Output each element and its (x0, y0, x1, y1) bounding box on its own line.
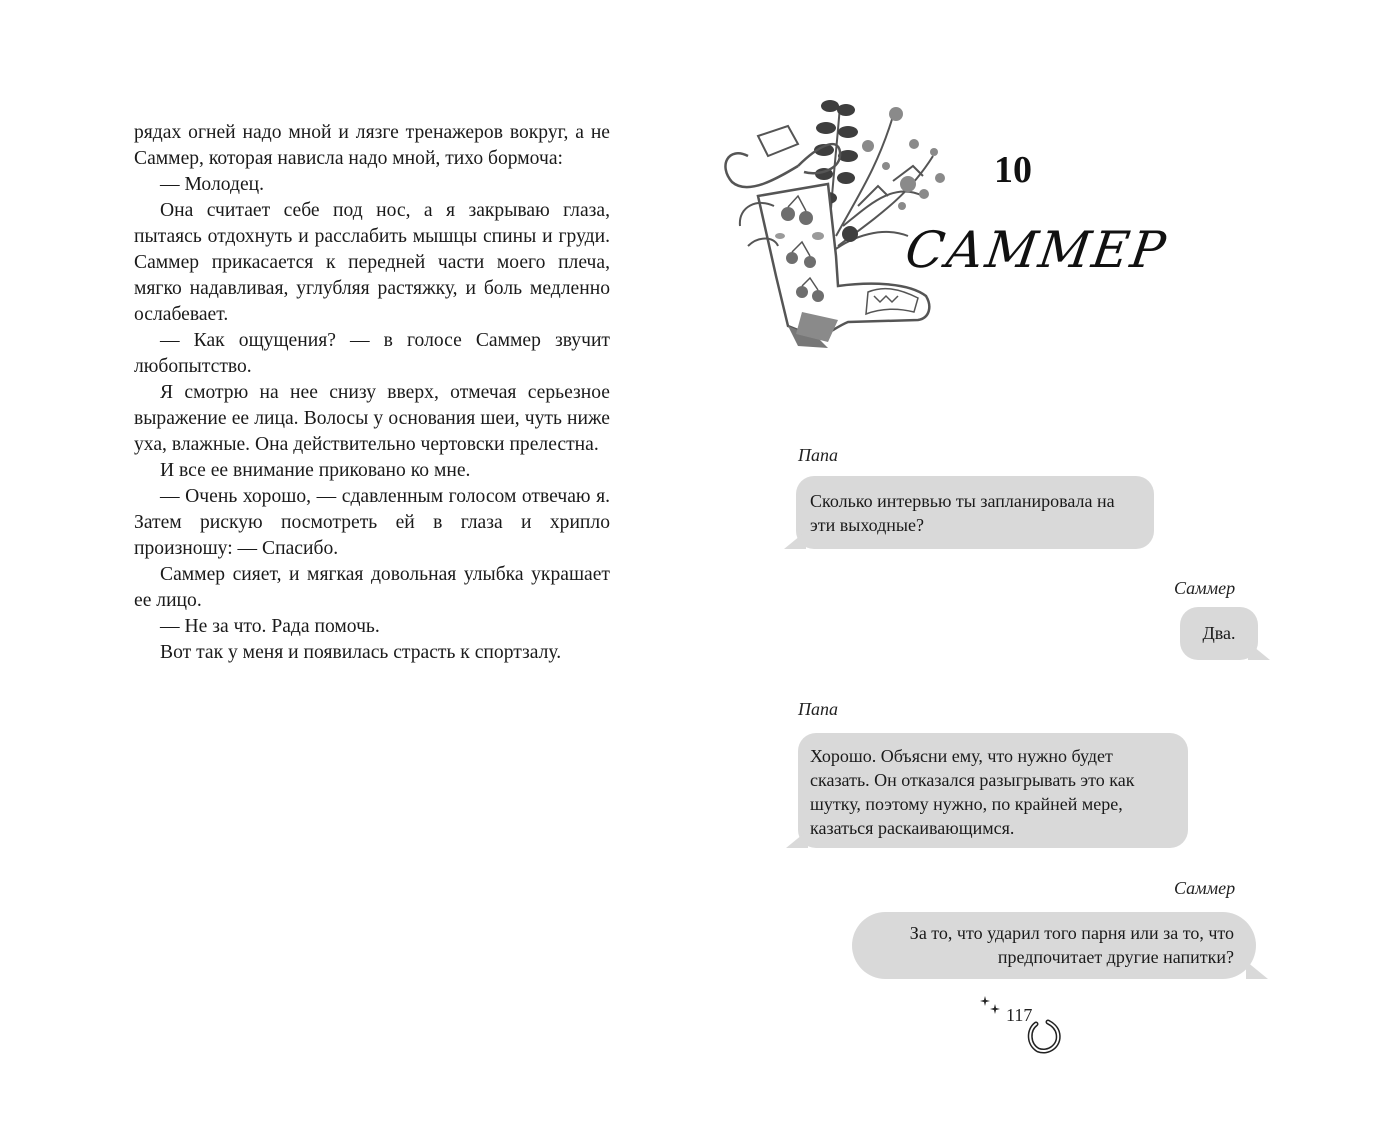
message-bubble: Хорошо. Объясни ему, что нужно будет сказать. Он отказался разыгрывать это как шутку, поэтому нужно, по крайней мере, казаться раскаивающимся. (798, 733, 1188, 848)
page-number: 117 (1006, 1005, 1033, 1025)
left-page-text (134, 120, 610, 666)
message-sender: Папа (798, 699, 838, 719)
paragraph: — Молодец. (160, 174, 265, 195)
paragraph: — Не за что. Рада помочь. (160, 616, 380, 637)
message-sender: Саммер (1174, 878, 1236, 898)
sparkle-icon (980, 994, 1004, 1018)
message-sender: Папа (798, 445, 838, 465)
paragraph: — Как ощущения? — в голосе Саммер звучит любопытство. (134, 330, 610, 377)
cowboy-boot-icon (718, 86, 978, 348)
paragraph: И все ее внимание приковано ко мне. (160, 460, 471, 481)
message-bubble: За то, что ударил того парня или за то, что предпочитает другие напитки? (852, 912, 1256, 979)
paragraph: Саммер сияет, и мягкая довольная улыбка украшает ее лицо. (134, 564, 610, 611)
message-bubble: Сколько интервью ты запланировала на эти выходные? (796, 476, 1154, 549)
chapter-number: 10 (994, 149, 1032, 191)
paragraph: Она считает себе под нос, а я закрываю глаза, пытаясь отдохнуть и расслабить мышцы спины и груди. Саммер прикасается к передней части моего плеча, мягко надавливая, углубляя растяжку, и боль медленно ослабевает. (134, 200, 610, 325)
paragraph: рядах огней надо мной и лязге тренажеров вокруг, а не Саммер, которая нависла надо мной, тихо бормоча: (134, 122, 610, 169)
horseshoe-icon (1024, 1016, 1064, 1056)
paragraph: Вот так у меня и появилась страсть к спортзалу. (160, 642, 562, 663)
paragraph: Я смотрю на нее снизу вверх, отмечая серьезное выражение ее лица. Волосы у основания шеи, чуть ниже уха, влажные. Она действительно чертовски прелестна. (134, 382, 610, 455)
chapter-title: САММЕР (901, 221, 1171, 279)
message-bubble: Два. (1180, 607, 1258, 660)
paragraph: — Очень хорошо, — сдавленным голосом отвечаю я. Затем рискую посмотреть ей в глаза и хрипло произношу: — Спасибо. (134, 486, 610, 559)
message-sender: Саммер (1174, 578, 1236, 598)
